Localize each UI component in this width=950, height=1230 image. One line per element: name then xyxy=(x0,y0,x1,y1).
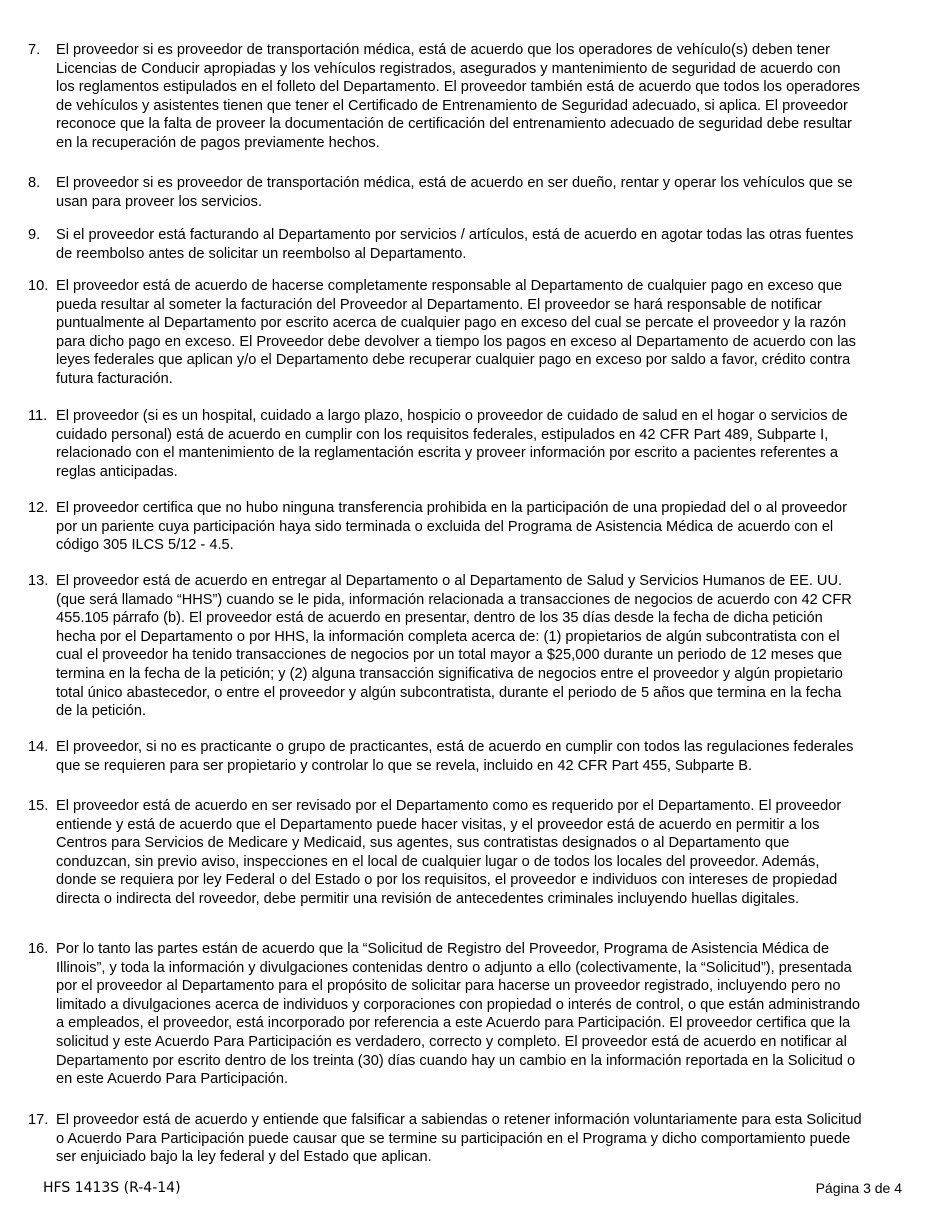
clause-text: El proveedor, si no es practicante o grupo de practicantes, está de acuerdo en cumplir con todos las regulaciones federales que se requieren para ser propietario y controlar lo que se revela, incluido en 42 CFR Part 455, Subparte B. xyxy=(56,739,854,774)
clause-number: 16. xyxy=(28,941,49,957)
clause-15 xyxy=(28,797,916,909)
clause-text: El proveedor si es proveedor de transportación médica, está de acuerdo en ser dueño, rentar y operar los vehículos que se usan para proveer los servicios. xyxy=(56,175,853,210)
clause-9 xyxy=(28,226,916,263)
clause-number: 13. xyxy=(28,573,49,589)
page-number: Página 3 de 4 xyxy=(815,1180,902,1196)
clause-10 xyxy=(28,277,916,389)
clause-14 xyxy=(28,738,916,775)
clause-number: 14. xyxy=(28,739,49,755)
clause-text: El proveedor si es proveedor de transportación médica, está de acuerdo que los operadores de vehículo(s) deben tener Licencias de Conducir apropiadas y los vehículos registrados, asegurados y mantenimiento de seguridad de acuerdo con los reglamentos estipulados en el folleto del Departamento. El proveedor también está de acuerdo que todos los operadores de vehículos y asistentes tienen que tener el Certificado de Entrenamiento de Seguridad adecuado, si aplica. El proveedor reconoce que la falta de proveer la documentación de certificación del entrenamiento adecuado de seguridad debe resultar en la recuperación de pagos previamente hechos. xyxy=(56,42,860,151)
clause-number: 15. xyxy=(28,798,49,814)
clause-number: 12. xyxy=(28,500,49,516)
clause-12 xyxy=(28,499,916,555)
clause-text: El proveedor está de acuerdo en ser revisado por el Departamento como es requerido por el Departamento. El proveedor entiende y está de acuerdo que el Departamento puede hacer visitas, y el proveedor está de acuerdo en permitir a los Centros para Servicios de Medicare y Medicaid, sus agentes, sus contratistas designados o al Departamento que conduzcan, sin previo aviso, inspecciones en el local de cualquier lugar o de todos los locales del proveedor. Además, donde se requiera por ley Federal o del Estado o por los requisitos, el proveedor e individuos con intereses de propiedad directa o indirecta del roveedor, debe permitir una revisión de antecedentes criminales incluyendo huellas digitales. xyxy=(56,798,842,907)
clause-text: Por lo tanto las partes están de acuerdo que la “Solicitud de Registro del Proveedor, Programa de Asistencia Médica de Illinois”, y toda la información y divulgaciones contenidas dentro o adjunto a ello (colectivamente, la “Solicitud”), presentada por el proveedor al Departamento para el propósito de solicitar para hacerse un proveedor registrado, incluyendo pero no limitado a divulgaciones acerca de individuos y corporaciones con propiedad o interés de control, o que están administrando a empleados, el proveedor, está incorporado por referencia a este Acuerdo para Participación. El proveedor certifica que la solicitud y este Acuerdo Para Participación es verdadero, correcto y completo. El proveedor está de acuerdo en notificar al Departamento por escrito dentro de los treinta (30) días cuando hay un cambio en la información reportada en la Solicitud o en este Acuerdo Para Participación. xyxy=(56,941,860,1088)
clause-text: El proveedor (si es un hospital, cuidado a largo plazo, hospicio o proveedor de cuidado de salud en el hogar o servicios de cuidado personal) está de acuerdo en cumplir con los requisitos federales, estipulados en 42 CFR Part 489, Subparte I, relacionado con el mantenimiento de la reglamentación escrita y proveer información por escrito a pacientes referentes a reglas anticipadas. xyxy=(56,408,848,480)
clause-7 xyxy=(28,41,916,153)
clause-16 xyxy=(28,940,916,1089)
clause-number: 11. xyxy=(28,408,48,424)
clause-17 xyxy=(28,1111,916,1167)
clause-8 xyxy=(28,174,916,211)
clause-11 xyxy=(28,407,916,481)
clause-number: 8. xyxy=(28,175,41,191)
clause-text: El proveedor está de acuerdo de hacerse completamente responsable al Departamento de cualquier pago en exceso que pueda resultar al someter la facturación del Proveedor al Departamento. El proveedor se hará responsable de notificar puntualmente al Departamento por escrito acerca de cualquier pago en exceso del cual se percate el proveedor y la razón para dicho pago en exceso. El Proveedor debe devolver a tiempo los pagos en exceso al Departamento de acuerdo con las leyes federales que aplican y/o el Departamento debe recuperar cualquier pago en exceso por saldo a favor, crédito contra futura facturación. xyxy=(56,278,856,387)
clause-text: El proveedor está de acuerdo y entiende que falsificar a sabiendas o retener información voluntariamente para esta Solicitud o Acuerdo Para Participación puede causar que se termine su participación en el Programa y dicho comportamiento puede ser enjuiciado bajo la ley federal y del Estado que aplican. xyxy=(56,1112,862,1166)
clause-13 xyxy=(28,572,916,721)
clause-text: El proveedor certifica que no hubo ninguna transferencia prohibida en la participación de una propiedad del o al proveedor por un pariente cuya participación haya sido terminada o excluida del Programa de Asistencia Médica de acuerdo con el código 305 ILCS 5/12 - 4.5. xyxy=(56,500,848,554)
form-id: HFS 1413S (R-4-14) xyxy=(43,1180,181,1196)
clause-number: 7. xyxy=(28,42,41,58)
clause-text: Si el proveedor está facturando al Departamento por servicios / artículos, está de acuerdo en agotar todas las otras fuentes de reembolso antes de solicitar un reembolso al Departamento. xyxy=(56,227,854,262)
clause-text: El proveedor está de acuerdo en entregar al Departamento o al Departamento de Salud y Servicios Humanos de EE. UU. (que será llamado “HHS”) cuando se le pida, información relacionada a transacciones de negocios de acuerdo con 42 CFR 455.105 párrafo (b). El proveedor está de acuerdo en presentar, dentro de los 35 días desde la fecha de dicha petición hecha por el Departamento o por HHS, la información completa acerca de: (1) propietarios de algún subcontratista con el cual el proveedor ha tenido transacciones de negocios por un total mayor a $25,000 durante un periodo de 12 meses que termina en la fecha de la petición; y (2) alguna transacción significativa de negocios entre el proveedor y algún propietario total único abastecedor, o entre el proveedor y algún subcontratista, durante el periodo de 5 años que termina en la fecha de la petición. xyxy=(56,573,852,720)
clause-number: 9. xyxy=(28,227,41,243)
clause-number: 17. xyxy=(28,1112,49,1128)
clause-number: 10. xyxy=(28,278,49,294)
